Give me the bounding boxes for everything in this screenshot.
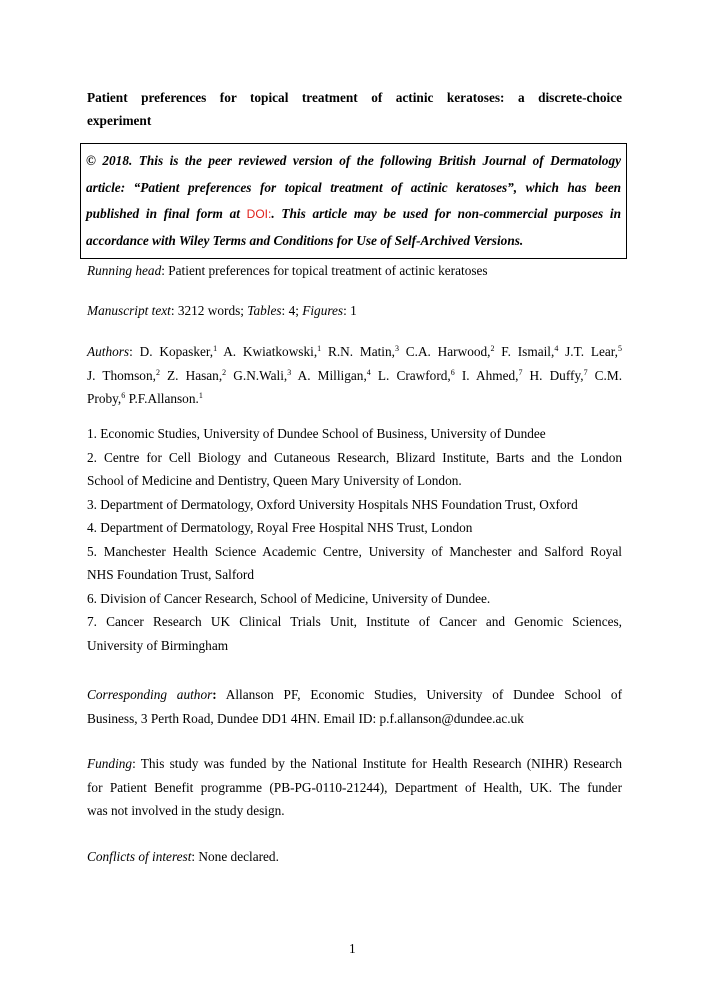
copyright-line-3 xyxy=(86,201,621,228)
copyright-notice-box xyxy=(80,143,627,259)
conflicts-label: Conflicts of interest xyxy=(87,849,192,864)
affiliation-7a: 7. Cancer Research UK Clinical Trials Unit, Institute of Cancer and Genomic Sciences, xyxy=(87,614,622,629)
manuscript-text-label: Manuscript text xyxy=(87,303,171,318)
authors-line-3: Proby,$^6$ P.F.Allanson.$^1$ xyxy=(87,391,203,406)
authors-section xyxy=(87,340,622,411)
corresponding-line-2: Business, 3 Perth Road, Dundee DD1 4HN. Email ID: p.f.allanson@dundee.ac.uk xyxy=(87,710,524,726)
tables-label: Tables xyxy=(247,303,282,318)
authors-line-1: Authors: D. Kopasker,$^1$ A. Kwiatkowski,$^1$ R.N. Matin,$^3$ C.A. Harwood,$^2$ F. Ismail,$^4$ J.T. Lear,$^5$ xyxy=(87,344,623,359)
corresponding-line-1: Corresponding author: Allanson PF, Economic Studies, University of Dundee School of xyxy=(87,687,622,702)
funding-line-3: was not involved in the study design. xyxy=(87,803,285,818)
authors-line-2: J. Thomson,$^2$ Z. Hasan,$^2$ G.N.Wali,$^3$ A. Milligan,$^4$ L. Crawford,$^6$ I. Ahmed,$^7$ H. Duffy,$^7$ C.M. xyxy=(87,367,623,383)
manuscript-text-value: : 3212 words; xyxy=(170,303,248,318)
doi-link[interactable]: DOI: xyxy=(246,207,272,221)
corresponding-label: Corresponding author xyxy=(87,687,213,702)
affiliation-6: 6. Division of Cancer Research, School of Medicine, University of Dundee. xyxy=(87,590,491,606)
title-line-1: Patient preferences for topical treatment of actinic keratoses: a discrete-choice xyxy=(87,90,622,105)
conflicts-value: : None declared. xyxy=(191,849,279,864)
funding-line-1: Funding: This study was funded by the National Institute for Health Research (NIHR) Research xyxy=(87,756,622,771)
authors-label: Authors xyxy=(87,344,130,359)
running-head-label: Running head xyxy=(87,263,162,278)
conflicts-section xyxy=(87,845,622,869)
running-head xyxy=(87,259,622,283)
affiliation-4: 4. Department of Dermatology, Royal Free Hospital NHS Trust, London xyxy=(87,520,473,535)
affiliation-2b: School of Medicine and Dentistry, Queen Mary University of London. xyxy=(87,473,462,488)
copyright-line-3-pre: published in final form at xyxy=(86,206,247,221)
funding-line-2: for Patient Benefit programme (PB-PG-0110-21244), Department of Health, UK. The funder xyxy=(87,779,622,795)
corresponding-author xyxy=(87,683,622,730)
copyright-line-1: © 2018. This is the peer reviewed version of the following British Journal of Dermatology xyxy=(86,153,621,168)
proby-tail: Proby, xyxy=(87,391,122,406)
affiliation-3: 3. Department of Dermatology, Oxford University Hospitals NHS Foundation Trust, Oxford xyxy=(87,496,578,512)
affiliation-5a: 5. Manchester Health Science Academic Centre, University of Manchester and Salford Royal xyxy=(87,543,622,559)
running-head-value: : Patient preferences for topical treatment of actinic keratoses xyxy=(161,263,488,278)
affiliation-5b: NHS Foundation Trust, Salford xyxy=(87,567,254,582)
figures-label: Figures xyxy=(302,303,344,318)
copyright-line-3-post: . This article may be used for non-commercial purposes in xyxy=(271,206,621,221)
funding-section xyxy=(87,752,622,823)
manuscript-stats xyxy=(87,299,622,323)
title-line-2: experiment xyxy=(87,113,152,128)
funding-label: Funding xyxy=(87,756,133,771)
copyright-line-2: article: “Patient preferences for topical treatment of actinic keratoses”, which has been xyxy=(86,179,621,195)
page-number: 1 xyxy=(349,941,356,956)
copyright-line-4: accordance with Wiley Terms and Conditions for Use of Self-Archived Versions. xyxy=(86,232,524,248)
affiliation-1: 1. Economic Studies, University of Dundee School of Business, University of Dundee xyxy=(87,426,546,441)
paper-title xyxy=(87,86,622,132)
affiliations-list xyxy=(87,422,622,657)
affiliation-7b: University of Birmingham xyxy=(87,637,229,653)
affiliation-2a: 2. Centre for Cell Biology and Cutaneous Research, Blizard Institute, Barts and the London xyxy=(87,449,622,465)
figures-value: : 1 xyxy=(343,303,357,318)
tables-value: : 4; xyxy=(281,303,303,318)
